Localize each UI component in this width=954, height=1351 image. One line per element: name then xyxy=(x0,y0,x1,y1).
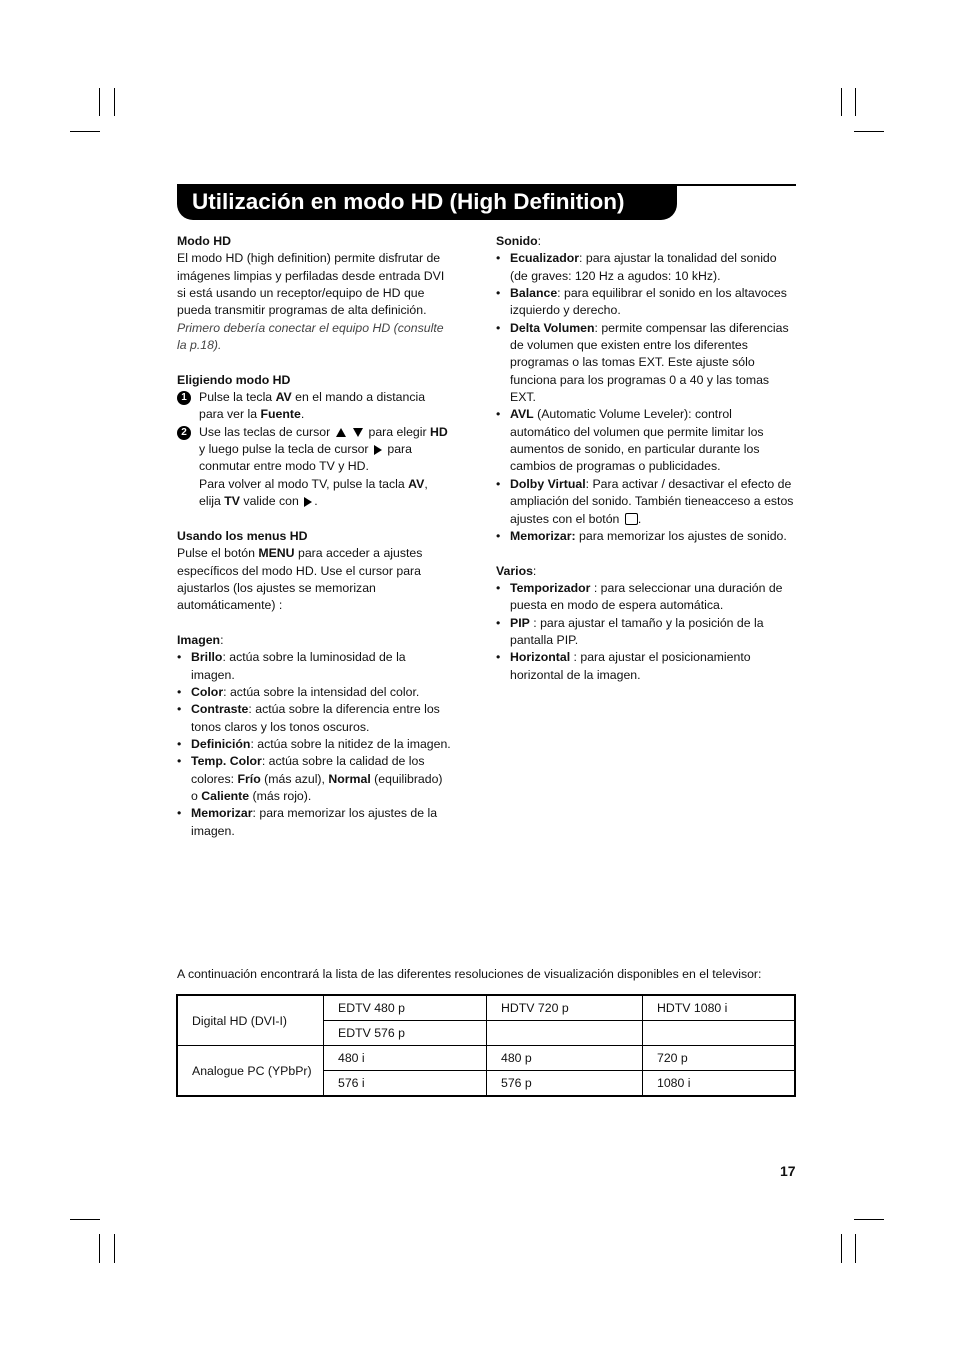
crop-mark xyxy=(841,1234,842,1263)
varios-list xyxy=(496,580,794,684)
table-cell: 576 p xyxy=(487,1071,643,1097)
cursor-right-icon xyxy=(304,497,312,507)
list-item: • Memorizar: para memorizar los ajustes de la imagen. xyxy=(177,805,452,840)
table-cell: EDTV 480 p xyxy=(324,995,487,1021)
table-cell: 576 i xyxy=(324,1071,487,1097)
table-row xyxy=(177,1046,795,1071)
usando-text: Pulse el botón MENU para acceder a ajustes específicos del modo HD. Use el cursor para ajustarlos (los ajustes se memorizan automáticamente) : xyxy=(177,546,423,613)
list-item: • Horizontal : para ajustar el posicionamiento horizontal de la imagen. xyxy=(496,649,794,684)
table-row xyxy=(177,995,795,1021)
table-cell: 720 p xyxy=(643,1046,796,1071)
modo-hd-note: Primero debería conectar el equipo HD (consulte la p.18). xyxy=(177,320,444,353)
crop-mark xyxy=(854,131,884,132)
crop-mark xyxy=(841,88,842,116)
row-header-analogue: Analogue PC (YPbPr) xyxy=(177,1046,324,1097)
list-item: • Contraste: actúa sobre la diferencia entre los tonos claros y los tonos oscuros. xyxy=(177,701,452,736)
section-heading-sonido: Sonido: xyxy=(496,234,542,248)
table-cell: HDTV 1080 i xyxy=(643,995,796,1021)
crop-mark xyxy=(114,88,115,116)
section-heading-eligiendo: Eligiendo modo HD xyxy=(177,372,291,387)
crop-mark xyxy=(99,1234,100,1263)
cursor-up-icon xyxy=(336,428,346,437)
crop-mark xyxy=(854,1219,884,1220)
sonido-list xyxy=(496,250,794,545)
step-2: 2 Use las teclas de cursor para elegir HD y luego pulse la tecla de cursor para conmutar entre modo TV y HD. xyxy=(177,424,452,476)
step-number-icon: 2 xyxy=(177,426,191,440)
page-number: 17 xyxy=(780,1163,796,1179)
table-cell xyxy=(487,1021,643,1046)
table-cell: 480 i xyxy=(324,1046,487,1071)
section-heading-modo-hd: Modo HD xyxy=(177,234,231,248)
modo-hd-text: El modo HD (high definition) permite disfrutar de imágenes limpias y perfiladas desde entrada DVI si está usando un receptor/equipo de HD que pueda transmitir programas de alta definición. xyxy=(177,251,445,318)
list-item: • Memorizar: para memorizar los ajustes de sonido. xyxy=(496,528,794,545)
list-item: • Dolby Virtual: Para activar / desactivar el efecto de ampliación del sonido. También tieneacceso a estos ajustes con el botón . xyxy=(496,476,794,528)
row-header-digital: Digital HD (DVI-I) xyxy=(177,995,324,1046)
list-item: • Definición: actúa sobre la nitidez de la imagen. xyxy=(177,736,452,753)
list-item: • Balance: para equilibrar el sonido en los altavoces izquierdo y derecho. xyxy=(496,285,794,320)
cursor-down-icon xyxy=(353,428,363,437)
list-item: • Temporizador : para seleccionar una duración de puesta en modo de espera automática. xyxy=(496,580,794,615)
step-number-icon: 1 xyxy=(177,391,191,405)
table-cell xyxy=(643,1021,796,1046)
left-column xyxy=(177,233,452,840)
crop-mark xyxy=(114,1234,115,1263)
list-item: • PIP : para ajustar el tamaño y la posición de la pantalla PIP. xyxy=(496,615,794,650)
section-heading-usando: Usando los menus HD xyxy=(177,528,308,543)
list-item: • Ecualizador: para ajustar la tonalidad del sonido (de graves: 120 Hz a agudos: 10 kHz). xyxy=(496,250,794,285)
section-heading-varios: Varios: xyxy=(496,563,537,578)
cursor-right-icon xyxy=(374,445,382,455)
crop-mark xyxy=(70,131,100,132)
crop-mark xyxy=(70,1219,100,1220)
table-cell: EDTV 576 p xyxy=(324,1021,487,1046)
list-item: • Color: actúa sobre la intensidad del color. xyxy=(177,684,452,701)
menu-button-icon xyxy=(625,513,638,525)
right-column xyxy=(496,233,794,684)
list-item: • Brillo: actúa sobre la luminosidad de la imagen. xyxy=(177,649,452,684)
crop-mark xyxy=(855,1234,856,1263)
list-item: • Temp. Color: actúa sobre la calidad de los colores: Frío (más azul), Normal (equilibrado) o Caliente (más rojo). xyxy=(177,753,452,805)
step-1: 1 Pulse la tecla AV en el mando a distancia para ver la Fuente. xyxy=(177,389,452,424)
table-cell: 1080 i xyxy=(643,1071,796,1097)
page-title: Utilización en modo HD (High Definition) xyxy=(192,189,625,214)
crop-mark xyxy=(99,88,100,116)
section-heading-imagen: Imagen: xyxy=(177,632,224,647)
table-intro: A continuación encontrará la lista de las diferentes resoluciones de visualización disponibles en el televisor: xyxy=(177,967,762,981)
crop-mark xyxy=(855,88,856,116)
resolution-table xyxy=(176,994,796,1097)
table-cell: HDTV 720 p xyxy=(487,995,643,1021)
imagen-list xyxy=(177,649,452,840)
step-2-return: Para volver al modo TV, pulse la tacla AV, elija TV valide con . xyxy=(199,476,428,509)
table-cell: 480 p xyxy=(487,1046,643,1071)
list-item: • AVL (Automatic Volume Leveler): control automático del volumen que permite limitar los aumentos de sonido, en particular durante los cambios de programas o publicidades. xyxy=(496,406,794,475)
list-item: • Delta Volumen: permite compensar las diferencias de volumen que existen entre los diferentes programas o las tomas EXT. Este ajuste sólo funciona para los programas 0 a 40 y las tomas EXT. xyxy=(496,320,794,407)
